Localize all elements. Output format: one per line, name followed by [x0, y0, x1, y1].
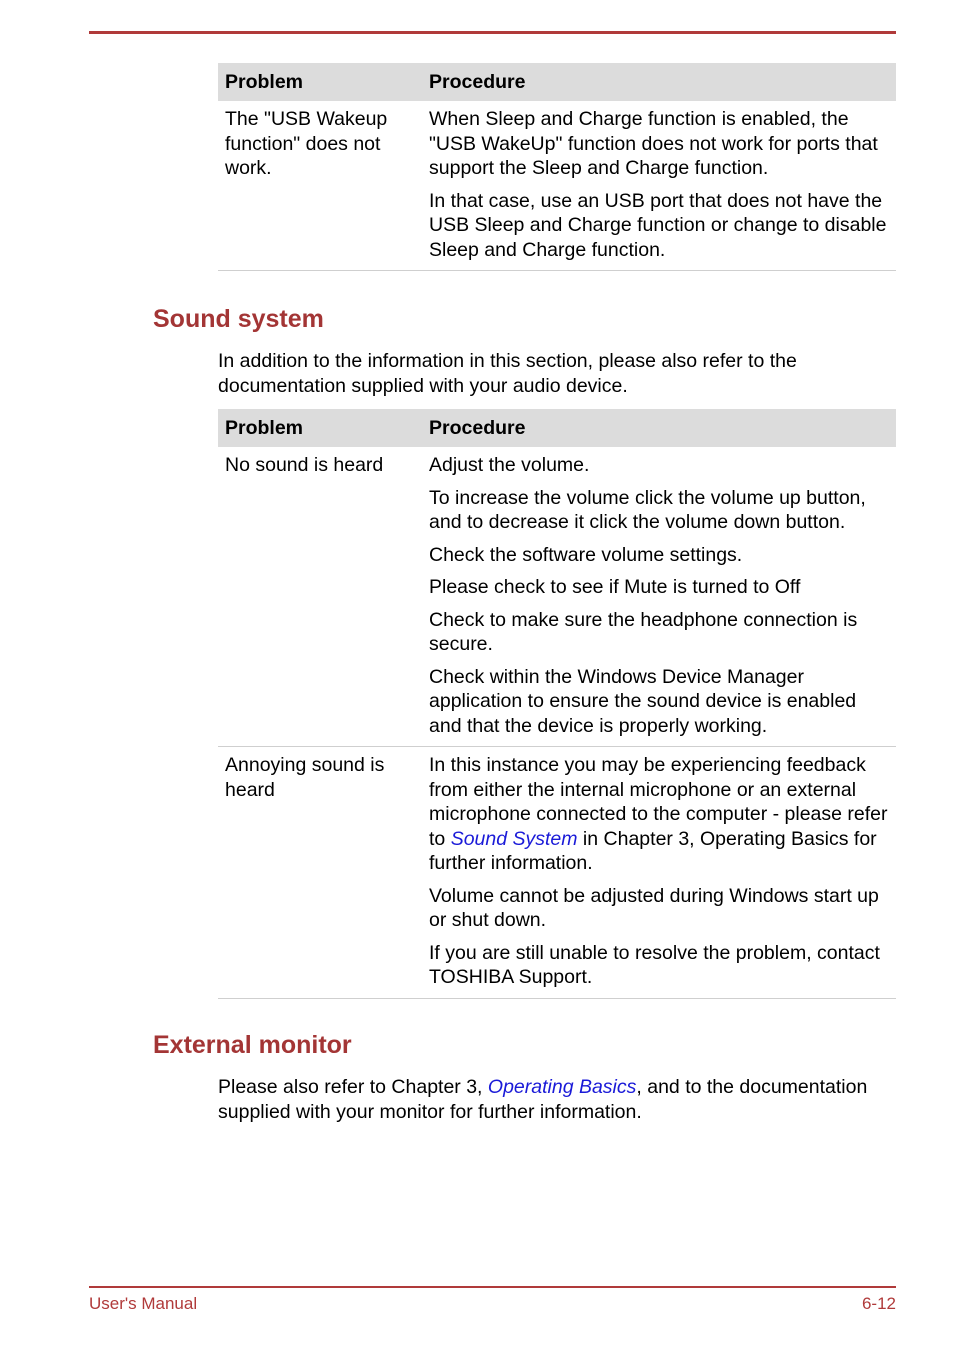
procedure-paragraph: Check within the Windows Device Manager application to ensure the sound device is enabled and that the device is properly working.	[429, 665, 857, 737]
section-heading-sound-system: Sound system	[153, 305, 324, 333]
procedure-cell	[422, 101, 896, 271]
procedure-paragraph: Check to make sure the headphone connection is secure.	[429, 608, 858, 655]
intro-text: , and to the documentation supplied with your monitor for further information.	[218, 1076, 868, 1123]
procedure-paragraph: If you are still unable to resolve the problem, contact TOSHIBA Support.	[429, 941, 880, 988]
procedure-cell	[422, 447, 896, 747]
procedure-paragraph	[429, 753, 889, 876]
usb-problem-table	[218, 63, 896, 271]
problem-cell: The "USB Wakeup function" does not work.	[218, 101, 422, 271]
procedure-paragraph: When Sleep and Charge function is enabled, the "USB WakeUp" function does not work for ports that support the Sleep and Charge function.	[429, 108, 878, 179]
operating-basics-link[interactable]: Operating Basics	[487, 1076, 637, 1098]
problem-cell: Annoying sound is heard	[218, 747, 422, 999]
table-row	[218, 101, 896, 271]
procedure-paragraph: Adjust the volume.	[429, 454, 590, 476]
procedure-text: in Chapter 3, Operating Basics for further information.	[429, 827, 877, 874]
sound-problem-table	[218, 409, 896, 999]
procedure-paragraph: Volume cannot be adjusted during Windows start up or shut down.	[429, 884, 879, 931]
procedure-text: In this instance you may be experiencing feedback from either the internal microphone or an external microphone connected to the computer - please refer to	[429, 754, 888, 850]
table-header-row	[218, 409, 896, 447]
column-header-procedure: Procedure	[422, 63, 896, 101]
procedure-paragraph: Please check to see if Mute is turned to Off	[429, 576, 801, 598]
procedure-cell	[422, 747, 896, 999]
procedure-paragraph: Check the software volume settings.	[429, 543, 743, 566]
top-rule	[89, 31, 896, 34]
external-monitor-intro	[218, 1075, 898, 1124]
sound-system-link[interactable]: Sound System	[450, 827, 578, 850]
procedure-paragraph: To increase the volume click the volume up button, and to decrease it click the volume down button.	[429, 486, 866, 533]
column-header-problem: Problem	[218, 409, 422, 447]
intro-text: Please also refer to Chapter 3,	[218, 1076, 488, 1098]
section-heading-external-monitor: External monitor	[153, 1031, 352, 1059]
table-row	[218, 747, 896, 999]
sound-system-intro: In addition to the information in this section, please also refer to the documentation supplied with your audio device.	[218, 350, 797, 397]
column-header-procedure: Procedure	[422, 409, 896, 447]
table-row	[218, 447, 896, 747]
footer-page-number: 6-12	[861, 1294, 896, 1313]
footer-manual-title: User's Manual	[89, 1294, 198, 1313]
procedure-paragraph: In that case, use an USB port that does not have the USB Sleep and Charge function or change to disable Sleep and Charge function.	[429, 189, 887, 261]
problem-cell: No sound is heard	[218, 447, 422, 747]
table-header-row	[218, 63, 896, 101]
column-header-problem: Problem	[218, 63, 422, 101]
bottom-rule	[89, 1286, 896, 1288]
